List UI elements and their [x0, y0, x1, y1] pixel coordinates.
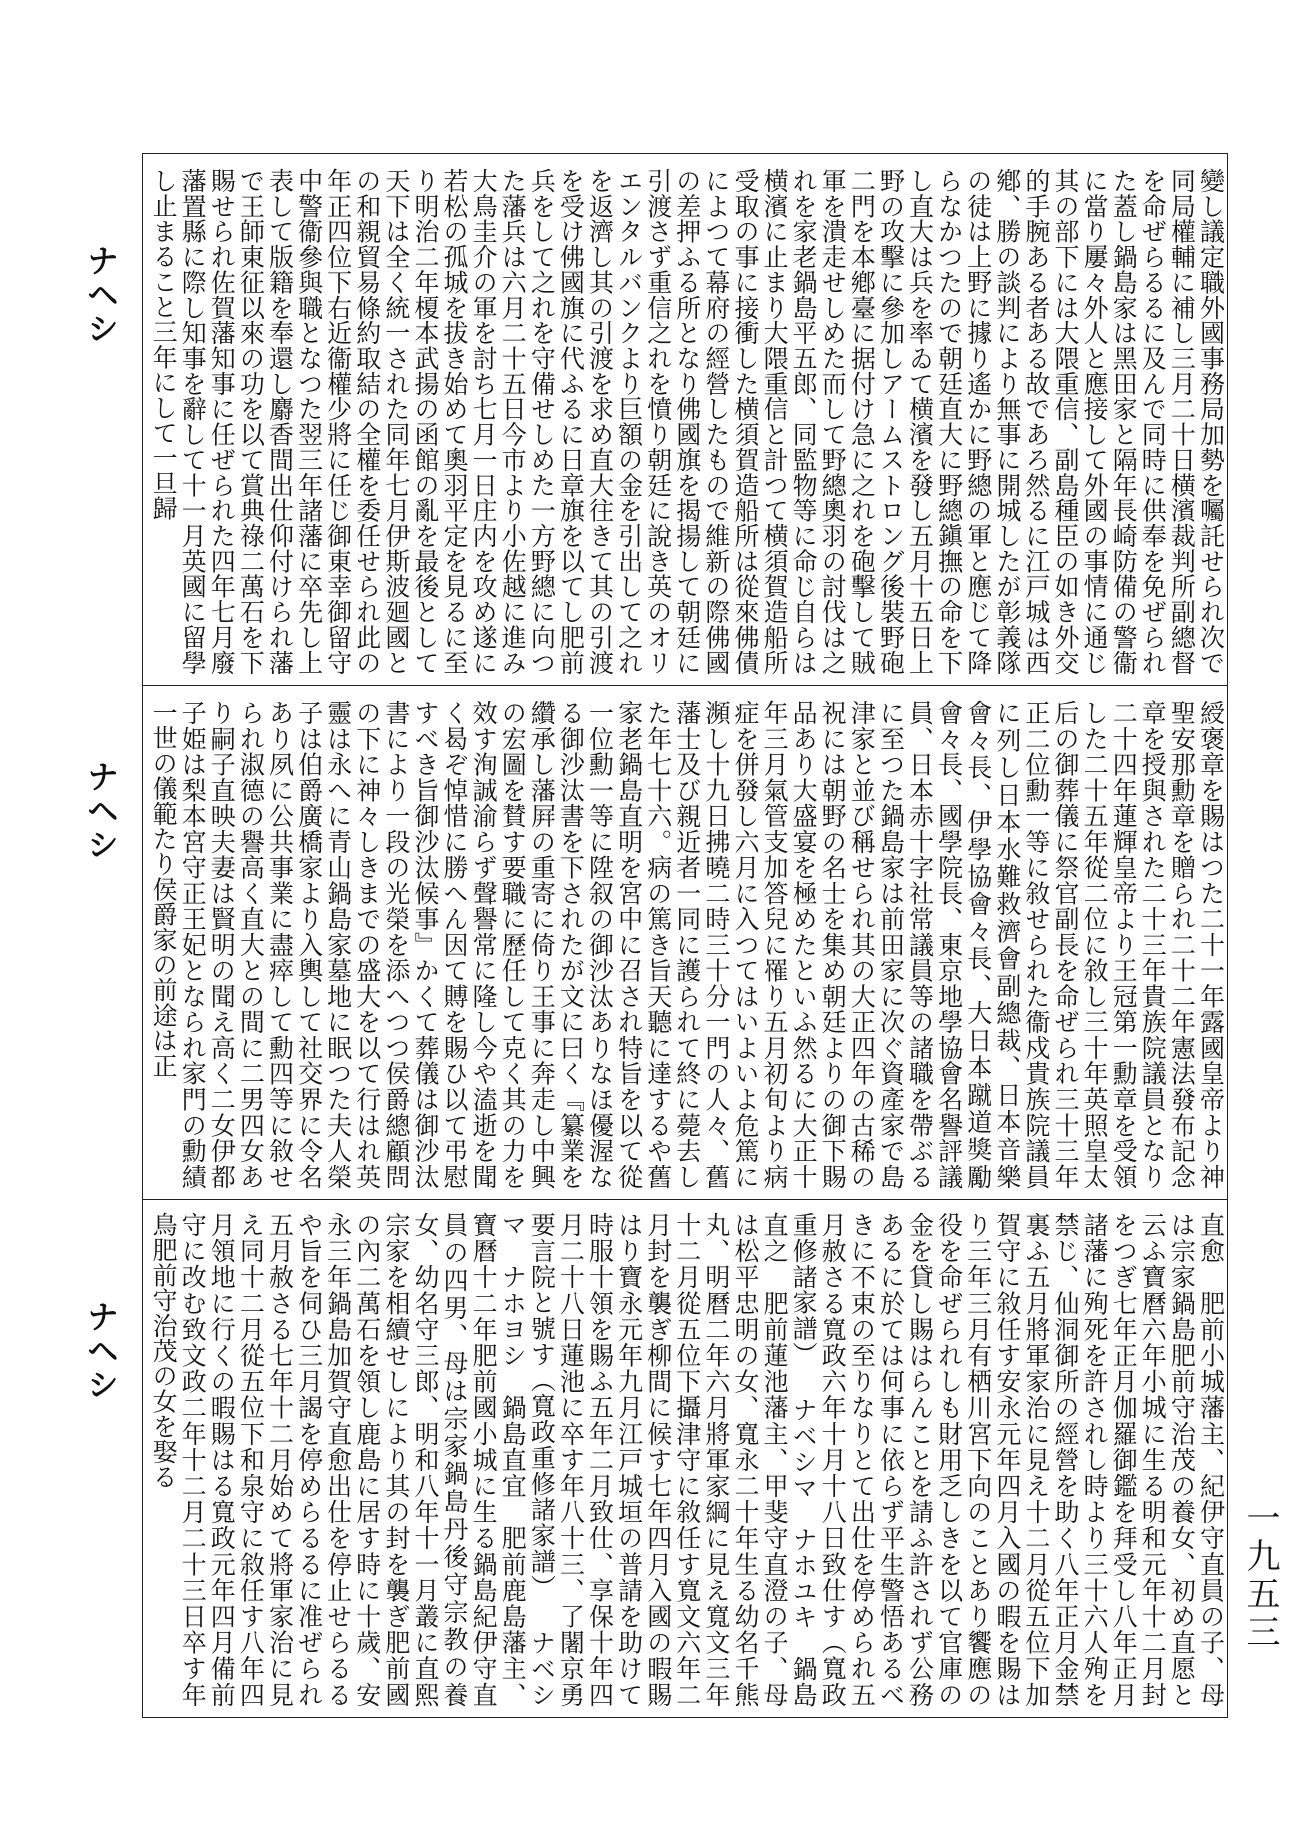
running-head-top: ナヘシ	[82, 244, 120, 346]
page-number: 一九五三	[1240, 1500, 1280, 1652]
running-head-bottom: ナヘシ	[82, 1300, 120, 1402]
biography-entry: ナベシマ ナホユキ 鍋島直之 肥前蓮池藩主、甲斐守直澄の子、母は松平忠明の女、寬永二十年生る幼名千熊丸、明曆二年六月將軍家綱に見え寬文三年十二月從五位下攝津守に敘任す寬文六年二月封を襲ぎ柳間に候す七年四月入國の暇賜はり寶永元年九月江戸城垣の普請を助けて時服十領を賜ふ五年二月致仕、享保十年四月二十八日蓮池に卒す年八十三、了闍京勇要言院と號す（寬政重修諸家譜）	[527, 1212, 819, 1708]
text-frame	[142, 153, 1228, 1718]
text-band-top	[143, 154, 1227, 686]
text-band-middle	[143, 686, 1227, 1200]
body-text-block: 綬褒章を賜はつた二十一年露國皇帝より神聖安那勳章を贈られ二十二年憲法發布記念章を授與された二十三年貴族院議員となり二十四年蓮輝皇帝より王冠第一勳章を受領した二十五年從二位に敘し三十年英照皇太后の御葬儀に祭官副長を命ぜられ三十三年正二位勳一等に敘せられた衞戍貴族院議員に列し日本水難救濟會副總裁、日本音樂會々長、伊學協會々長、大日本蹴道獎勵會々長、國學院長、東京地學協會名譽評議員、日本赤十字社常議員等の諸職を帶ぶるに至つた鍋島家は前田家に次ぐ資產家で島津家と並び稱せられ其の大正四年の古稀の祝には朝野の名士を集め朝廷よりの御下賜品あり大盛宴を極めたといふ然るに大正十年三月氣管支加答兒に罹り五月初旬より病症を併發し六月に入つてはいよいよ危篤に瀕し十九日拂曉二時三十分一門の人々、舊藩士及び親近者一同に護られて終に薨去した年七十六。病の篤き旨天聽に達するや舊家老鍋島直明を宮中に召され特旨を以て從一位勳一等に陞叙の御沙汰ありなほ優渥なる御沙汰書を下されたが文に曰く『纂業を纘承し藩屛の重寄に倚り王事に奔走し中興の宏圖を賛す要職に歷任して克く其の力を效す洵誠渝らず聲譽常に隆し今や溘逝を聞く曷ぞ悼惜に勝へん因て賻を賜ひ以て弔慰すべき旨御沙汰候事』かくて葬儀は御沙汰書により一段の光榮を添へつつ侯爵總顧問の下に神々しきまでの盛大を以て行はれ英靈は永へに青山鍋島家墓地に眠つた夫人榮子は伯爵廣橋家より入輿して社交界に令名あり夙に公共事業に盡瘁して勳四等に敘せられ淑德の譽高く直大との間に二男四女あり嗣子直映夫妻は賢明の聞え高く二女伊都子姫は梨本宮守正王妃となられ家門の勳績一世の儀範たり侯爵家の前途は正	[149, 700, 1226, 1189]
body-text-block: 變し議定職外國事務局加勢を囑託せられ次で同局權輔に補し三月二十日横濱裁判所副總督を命ぜらるるに及んで同時に供奉を免ぜられた蓋し鍋島家は黑田家と隔年長崎防備の警衞に當り屢々外人と應接して外國の事情に通じ其の部下には大隈重信、副島種臣の如き外交的手腕ある者ある故であろ然るに江戸城は西鄕、勝の談判により無事に開城したが彰義隊の徒は上野に據り遙かに野總の軍と應じて降らなかつたので朝廷直大に野總鎭撫の命を下し直大は兵を率ゐて横濱を發し五月十五日上野の攻擊に參加しアームストロング後裝野砲二門を本鄕臺に据付け急に之れを砲擊して賊軍を潰走せしめた而して野總奧羽の討伐は之れを家老鍋島平五郎、同監物等に命じ自らは横濱に止まり大隈重信と計つて横須賀造船所受取の事に接衝した横須賀造船所は從來佛債によつて幕府の經營したもので維新の際佛國の差押ふる所となり佛國旗を揭揚して朝廷に引渡さず重信之れを憤り朝廷に說き英のオリエンタルバンクより巨額の金を引出して之れを返濟し其の引渡を求め直大往きて其の引渡を受け佛國旗に代ふるに日章旗を以てし肥前兵をして之れを守備せしめた一方野總に向つた藩兵は六月二十五日今市より小佐越に進み大鳥圭介の軍を討ち七月一日庄内を攻め遂に若松の孤城を拔き始めて奧羽平定を見るに至り明治二年榎本武揚の函館の亂を最後として天下は全く統一された同年七月伊斯波廻國との和親貿易條約取結の全權を委任せられ此の年正四位下右近衞權少將に任じ御東幸御留守中警衞參與職となつた翌三年諸藩に卒先し上表して版籍を奉還し麝香間出仕仰付けられ藩で王師東征以來の功を以て賞典祿二萬石を下賜せられ佐賀藩知事に任ぜられた四年七月廢藩置縣に際し知事を辭して十一月英國に留學し止まること三年にして一旦歸	[149, 168, 1226, 675]
text-band-bottom	[143, 1200, 1227, 1717]
body-text-block	[143, 1200, 1227, 1717]
biography-entry: 直愈 肥前小城藩主、紀伊守直員の子、母は宗家鍋島肥前守治茂の養女、初め直愿と云ふ寶曆六年小城に生る明和元年十二月封をつぎ七年正月伽羅御鑑を拜受し八年正月諸藩に殉死を許されし時より三十六人殉を禁じ、仙洞御所の經營を助く八年正月金禁裏ふ五月將軍家治に見え十二月從五位下加賀守に敘任す安永元年四月入國の暇を賜はり三年三月有栖川宮下向のことあり饗應の役を命ぜられしも財用乏しきを以て官庫の金を貸し賜はらんことを請ふ許されず公務あるに於ては何事に依らず平生警悟あるべきに不束の至りなりとて出仕を停められ五月赦さる寬政六年十月十八日致仕す（寬政重修諸家譜）	[789, 1212, 1226, 1707]
biography-entry: ナベシマ ナホヨシ 鍋島直宜 肥前鹿島藩主、寶曆十二年肥前國小城に生る鍋島紀伊守直員の四男、母は宗家鍋島丹後守宗教の養女、幼名守三郎、明和八年十一月叢に直熙宗家を相續せしにより其の封を襲ぎ肥前國の內二萬石を領し鹿島に居す時に十歲、安永三年鍋島加賀守直愈出仕を停止せらるるや旨を伺ひ三月謁を停めらるるに准ぜられ五月赦さる七年十二月始めて將軍家治に見え同十二月從五位下和泉守に敘任す八年四月領地に行くの暇賜はる寬政元年四月備前守に改む致文政二年十二月二十三日卒す年鳥肥前守治茂の女を娶る	[149, 1212, 557, 1708]
scan-header-strip	[0, 0, 1295, 14]
running-head-middle: ナヘシ	[82, 760, 120, 862]
